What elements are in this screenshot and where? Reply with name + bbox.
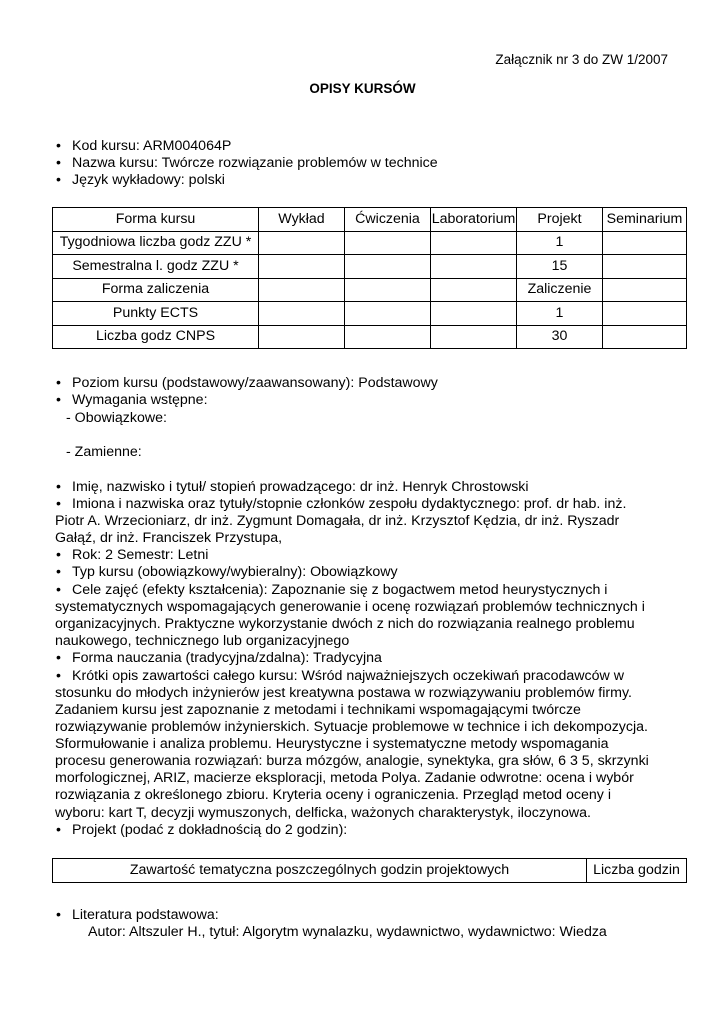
table-cell [259,302,345,326]
prerequisites: • Wymagania wstępne: [56,392,208,409]
literature-label: • Literatura podstawowa: [56,907,219,924]
project-hours: • Projekt (podać z dokładnością do 2 godzin): [56,822,347,839]
table-row [53,325,687,349]
annex-label: Załącznik nr 3 do ZW 1/2007 [495,52,668,67]
course-form-table [52,207,687,349]
course-type: • Typ kursu (obowiązkowy/wybieralny): Obowiązkowy [56,564,398,581]
table-cell [431,231,517,255]
goals-line: naukowego, technicznego lub organizacyjnego [55,633,350,649]
table-cell [345,231,431,255]
table-header-cell: Liczba godzin [587,859,687,883]
description-line: wyboru: kart T, decyzji wymuszonych, delficka, ważonych charakterystyk, iloczynowa. [55,805,591,821]
table-header-cell: Forma kursu [53,208,259,232]
description-line: stosunku do młodych inżynierów jest kreatywna postawa w rozwiązywaniu problemów firmy. [55,685,632,701]
goals-line: systematycznych wspomagających generowanie i ocenę rozwiązań problemów technicznych i [55,599,645,615]
table-cell [345,255,431,279]
table-header-cell: Projekt [517,208,603,232]
table-cell [603,231,687,255]
description-line: morfologicznej, ARIZ, macierze eksploracji, metoda Polya. Zadanie odwrotne: ocena i wybór [55,770,634,786]
description-line: Zadaniem kursu jest zapoznanie z metodami i technikami wspomagającymi twórcze [55,702,581,718]
table-cell [431,325,517,349]
table-cell: 30 [517,325,603,349]
table-row [53,302,687,326]
table-cell [603,325,687,349]
description-line: procesu generowania rozwiązań: burza mózgów, analogie, synektyka, gra słów, 6 3 5, skrzynki [55,753,649,769]
table-header-cell: Seminarium [603,208,687,232]
table-cell [345,278,431,302]
table-cell [345,325,431,349]
table-cell [345,302,431,326]
table-cell: Liczba godz CNPS [53,325,259,349]
goals-line: organizacyjnych. Praktyczne wykorzystanie dwóch z nich do rozwiązania realnego problemu [55,616,635,632]
table-cell: Semestralna l. godz ZZU * [53,255,259,279]
lecturer: • Imię, nazwisko i tytuł/ stopień prowadzącego: dr inż. Henryk Chrostowski [56,479,529,496]
table-cell: 1 [517,302,603,326]
table-header-row [53,859,687,883]
table-cell [603,278,687,302]
course-language: • Język wykładowy: polski [56,172,225,189]
description-line: rozwiązania z określonego zbioru. Kryteria oceny i ograniczenia. Przegląd metod oceny i [55,787,611,803]
table-cell: Punkty ECTS [53,302,259,326]
year-semester: • Rok: 2 Semestr: Letni [56,547,208,564]
table-cell [259,325,345,349]
table-row [53,278,687,302]
table-header-row [53,208,687,232]
table-cell [431,302,517,326]
team-line: Piotr A. Wrzecioniarz, dr inż. Zygmunt Domagała, dr inż. Krzysztof Kędzia, dr inż. Ryszadr [55,513,620,529]
course-description: • Krótki opis zawartości całego kursu: Wśród najważniejszych oczekiwań pracodawców w [56,668,624,685]
table-cell [431,278,517,302]
table-header-cell: Laboratorium [431,208,517,232]
table-cell: Tygodniowa liczba godz ZZU * [53,231,259,255]
table-cell: Zaliczenie [517,278,603,302]
table-cell [259,231,345,255]
table-header-cell: Wykład [259,208,345,232]
literature-item: Autor: Altszuler H., tytuł: Algorytm wynalazku, wydawnictwo, wydawnictwo: Wiedza [88,924,607,940]
table-row [53,255,687,279]
teaching-form: • Forma nauczania (tradycyjna/zdalna): Tradycyjna [56,650,382,667]
table-header-cell: Ćwiczenia [345,208,431,232]
table-cell [259,255,345,279]
table-cell [431,255,517,279]
table-cell: 15 [517,255,603,279]
description-line: rozwiązywanie problemów inżynierskich. Sytuacje problemowe w technice i ich dekompozycja. [55,719,648,735]
team: • Imiona i nazwiska oraz tytuły/stopnie członków zespołu dydaktycznego: prof. dr hab. inż. [56,496,626,513]
table-cell: Forma zaliczenia [53,278,259,302]
prereq-mandatory: - Obowiązkowe: [66,410,167,426]
table-row [53,231,687,255]
course-level: • Poziom kursu (podstawowy/zaawansowany): Podstawowy [56,375,438,392]
table-cell [259,278,345,302]
prereq-alternative: - Zamienne: [66,444,142,460]
table-header-cell: Zawartość tematyczna poszczególnych godzin projektowych [53,859,587,883]
course-name: • Nazwa kursu: Twórcze rozwiązanie problemów w technice [56,155,438,172]
course-code: • Kod kursu: ARM004064P [56,138,231,155]
table-cell [603,255,687,279]
table-cell: 1 [517,231,603,255]
description-line: Sformułowanie i analiza problemu. Heurystyczne i systematyczne metody wspomagania [55,736,609,752]
table-cell [603,302,687,326]
team-line: Gałąź, dr inż. Franciszek Przystupa, [55,530,283,546]
course-goals: • Cele zajęć (efekty kształcenia): Zapoznanie się z bogactwem metod heurystycznych i [56,582,607,599]
page-title: OPISY KURSÓW [309,81,416,96]
project-table [52,858,687,883]
